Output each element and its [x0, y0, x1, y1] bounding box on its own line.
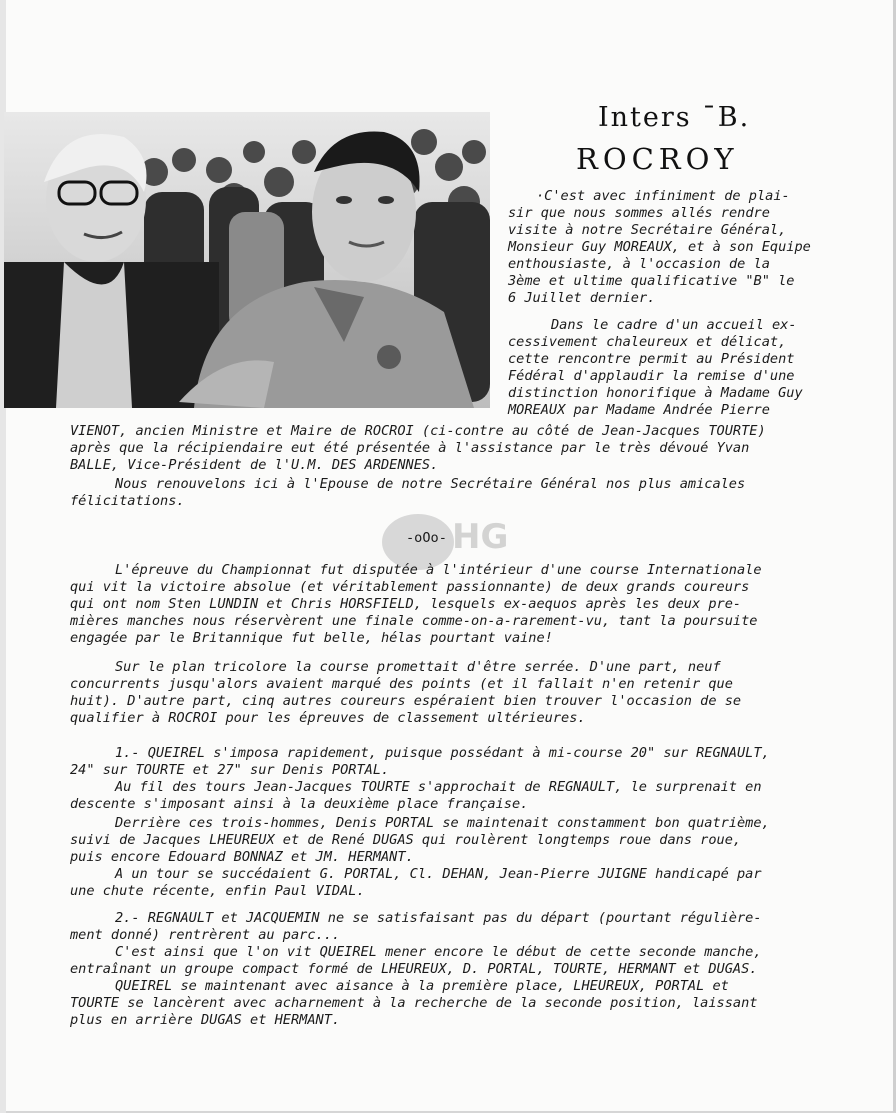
race2-line: entraînant un groupe compact formé de LHEUREUX, D. PORTAL, TOURTE, HERMANT et DUGAS.: [70, 961, 758, 977]
intro-line: 6 Juillet dernier.: [508, 290, 656, 306]
para2-full-line: après que la récipiendaire eut été présentée à l'assistance par le très dévoué Yvan: [70, 440, 750, 456]
intro-line: sir que nous sommes allés rendre: [508, 205, 770, 221]
race1-line: Derrière ces trois-hommes, Denis PORTAL se maintenait constamment bon quatrième,: [115, 815, 770, 831]
para3-line: Nous renouvelons ici à l'Epouse de notre Secrétaire Général nos plus amicales: [115, 476, 746, 492]
intro-line: ·C'est avec infiniment de plai-: [536, 188, 790, 204]
separator: -oOo-: [406, 530, 447, 546]
race2-line: QUEIREL se maintenant avec aisance à la première place, LHEUREUX, PORTAL et: [115, 978, 729, 994]
intro-line: Monsieur Guy MOREAUX, et à son Equipe: [508, 239, 811, 255]
para2-line: cette rencontre permit au Président: [508, 351, 795, 367]
race2-line: TOURTE se lancèrent avec acharnement à la recherche de la seconde position, laissant: [70, 995, 758, 1011]
para2-line: distinction honorifique à Madame Guy: [508, 385, 803, 401]
race2-line: 2.- REGNAULT et JACQUEMIN ne se satisfaisant pas du départ (pourtant régulière-: [115, 910, 762, 926]
race1-line: descente s'imposant ainsi à la deuxième place française.: [70, 796, 529, 812]
para4-line: qui ont nom Sten LUNDIN et Chris HORSFIELD, lesquels ex-aequos après les deux pre-: [70, 596, 742, 612]
race1-line: A un tour se succédaient G. PORTAL, Cl. DEHAN, Jean-Pierre JUIGNE handicapé par: [115, 866, 762, 882]
race1-line: suivi de Jacques LHEUREUX et de René DUGAS qui roulèrent longtemps roue dans roue,: [70, 832, 742, 848]
race1-line: 24" sur TOURTE et 27" sur Denis PORTAL.: [70, 762, 390, 778]
para2-full-line: BALLE, Vice-Président de l'U.M. DES ARDENNES.: [70, 457, 439, 473]
photograph: [4, 112, 490, 408]
para2-line: cessivement chaleureux et délicat,: [508, 334, 787, 350]
para5-line: qualifier à ROCROI pour les épreuves de classement ultérieures.: [70, 710, 586, 726]
watermark-text: HG: [452, 517, 509, 557]
race2-line: C'est ainsi que l'on vit QUEIREL mener encore le début de cette seconde manche,: [115, 944, 762, 960]
photo-illustration: [4, 112, 490, 408]
intro-line: enthousiaste, à l'occasion de la: [508, 256, 770, 272]
title-line-2: ROCROY: [576, 142, 739, 176]
para2-line: Dans le cadre d'un accueil ex-: [551, 317, 797, 333]
para3-line: félicitations.: [70, 493, 185, 509]
para2-line: MOREAUX par Madame Andrée Pierre: [508, 402, 770, 418]
intro-line: visite à notre Secrétaire Général,: [508, 222, 787, 238]
race1-line: Au fil des tours Jean-Jacques TOURTE s'approchait de REGNAULT, le surprenait en: [115, 779, 762, 795]
para4-line: mières manches nous réservèrent une finale comme-on-a-rarement-vu, tant la poursuite: [70, 613, 758, 629]
para4-line: qui vit la victoire absolue (et véritablement passionnante) de deux grands coureurs: [70, 579, 750, 595]
para5-line: huit). D'autre part, cinq autres coureurs espéraient bien trouver l'occasion de se: [70, 693, 742, 709]
para4-line: L'épreuve du Championnat fut disputée à l'intérieur d'une course Internationale: [115, 562, 762, 578]
intro-line: 3ème et ultime qualificative "B" le: [508, 273, 795, 289]
para2-line: Fédéral d'applaudir la remise d'une: [508, 368, 795, 384]
title-line-1: Inters ¯B.: [598, 102, 751, 133]
race2-line: plus en arrière DUGAS et HERMANT.: [70, 1012, 341, 1028]
race2-line: ment donné) rentrèrent au parc...: [70, 927, 341, 943]
race1-line: une chute récente, enfin Paul VIDAL.: [70, 883, 365, 899]
para4-line: engagée par le Britannique fut belle, hélas pourtant vaine!: [70, 630, 553, 646]
race1-line: 1.- QUEIREL s'imposa rapidement, puisque possédant à mi-course 20" sur REGNAULT,: [115, 745, 770, 761]
para5-line: concurrents jusqu'alors avaient marqué des points (et il fallait n'en retenir que: [70, 676, 733, 692]
para5-line: Sur le plan tricolore la course promettait d'être serrée. D'une part, neuf: [115, 659, 721, 675]
race1-line: puis encore Edouard BONNAZ et JM. HERMANT.: [70, 849, 414, 865]
para2-full-line: VIENOT, ancien Ministre et Maire de ROCROI (ci-contre au côté de Jean-Jacques TOURTE): [70, 423, 766, 439]
